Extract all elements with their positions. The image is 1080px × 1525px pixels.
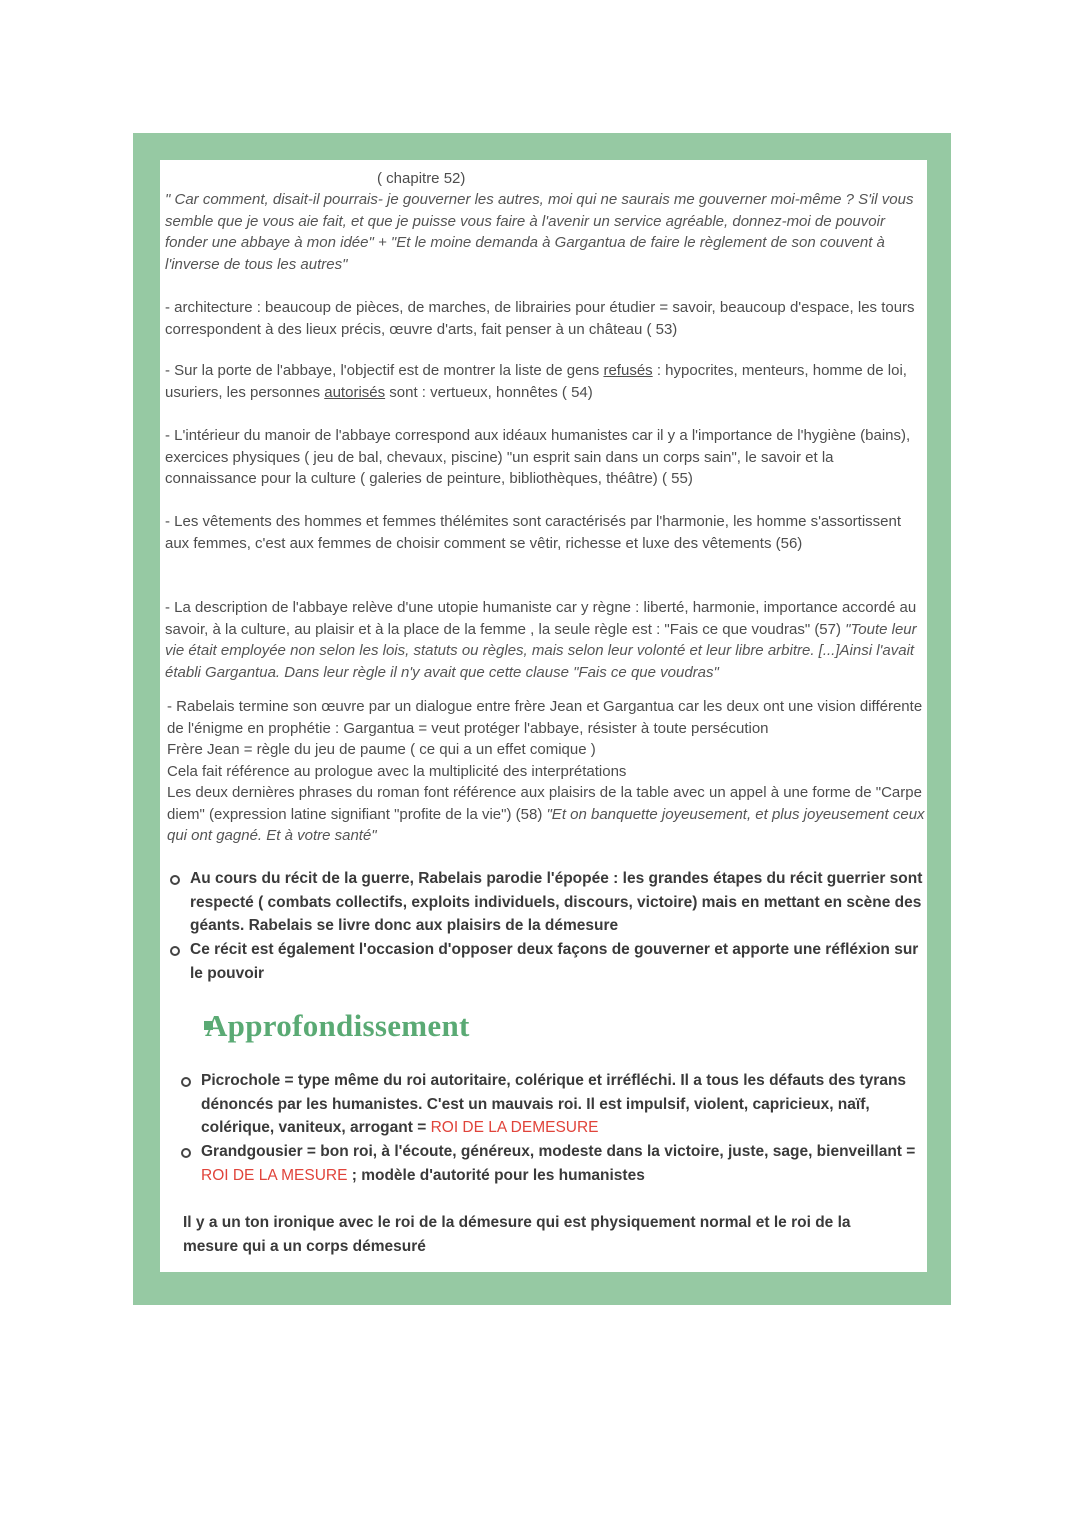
bullet-circle-icon [181,1148,191,1158]
porte-text-c: sont : vertueux, honnêtes ( 54) [385,383,593,401]
interieur-paragraph: - L'intérieur du manoir de l'abbaye correspond aux idéaux humanistes car il y a l'importance de l'hygiène (bains), exercices physiques ( jeu de bal, chevaux, piscine) "un esprit sain dans un corps sain", le savoir et la connaissance pour la culture ( galeries de peinture, bibliothèques, théâtre) ( 55) [165,427,911,487]
grandgousier-after: ; modèle d'autorité pour les humanistes [347,1166,645,1184]
quote-paragraph: " Car comment, disait-il pourrais- je gouverner les autres, moi qui ne saurais me gouverner moi-même ? S'il vous semble que je vous aie fait, et que je puisse vous faire à l'avenir un service agréable, donnez-moi de pouvoir fonder une abbaye à mon idée" + "Et le moine demanda à Gargantua de faire le règlement de son couvent à l'inverse de tous les autres" [165,191,914,273]
utopie-paragraph [165,597,925,683]
bullet-text: Au cours du récit de la guerre, Rabelais parodie l'épopée : les grandes étapes du récit guerrier sont respecté ( combats collectifs, exploits individuels, discours, victoire) mais en mettant en scène des géants. Rabelais se livre donc aux plaisirs de la démesure [190,870,923,934]
rabelais-quote: "Et on banquette joyeusement, et plus joyeusement ceux qui ont gagné. Et à votre santé" [167,805,925,844]
bullet-circle-icon [170,946,180,956]
rabelais-paragraph [167,696,927,847]
porte-paragraph [165,360,925,403]
picrochole-text: Picrochole = type même du roi autoritaire, colérique et irréfléchi. Il a tous les défauts des tyrans dénoncés par les humanistes. C'est un mauvais roi. Il est impulsif, violent, capricieux, naïf, colérique, vaniteux, arrogant = [201,1072,907,1136]
utopie-text: - La description de l'abbaye relève d'une utopie humaniste car y règne : liberté, harmonie, importance accordé au savoir, à la culture, au plaisir et à la place de la femme , la seule règle est : "Fais ce que voudras" (57) [165,599,917,638]
rabelais-line-4 [167,782,927,847]
refuses-word: refusés [603,362,653,379]
bullet-circle-icon [181,1077,191,1087]
rabelais-line-4-text: Les deux dernières phrases du roman font référence aux plaisirs de la table avec un appel à une forme de "Carpe diem" (expression latine signifiant "profite de la vie") (58) [167,784,922,823]
utopie-quote: "Toute leur vie était employée non selon les lois, statuts ou règles, mais selon leur volonté et leur libre arbitre. [...]Ainsi l'avait établi Gargantua. Dans leur règle il n'y avait que cette clause "Fais ce que voudras" [165,620,917,681]
demesure-tag: ROI DE LA DEMESURE [430,1119,599,1136]
bullet-grandgousier [177,1140,922,1187]
bullet-gouverner [166,938,931,985]
grandgousier-text: Grandgousier = bon roi, à l'écoute, généreux, modeste dans la victoire, juste, sage, bienveillant = [201,1143,916,1160]
rabelais-line-3: Cela fait référence au prologue avec la multiplicité des interprétations [167,762,627,780]
bullet-circle-icon [170,875,180,885]
rabelais-line-1: - Rabelais termine son œuvre par un dialogue entre frère Jean et Gargantua car les deux ont une vision différente de l'énigme en prophétie : Gargantua = veut protéger l'abbaye, résister à toute persécution [167,698,923,737]
bullet-recit-guerre [166,867,931,938]
bullet-picrochole [177,1069,922,1140]
conclusion-paragraph: Il y a un ton ironique avec le roi de la démesure qui est physiquement normal et le roi de la mesure qui a un corps démesuré [183,1214,851,1255]
chapter-label: ( chapitre 52) [377,170,466,187]
autorises-word: autorisés [324,383,386,401]
porte-text-b: : hypocrites, menteurs, homme de loi, usuriers, les personnes [165,362,907,401]
mesure-tag: ROI DE LA MESURE [201,1166,348,1184]
porte-text-a: - Sur la porte de l'abbaye, l'objectif est de montrer la liste de gens [165,362,604,379]
section-heading: Approfondissement [205,1008,470,1043]
document-page [160,160,927,1272]
vetements-paragraph: - Les vêtements des hommes et femmes thélémites sont caractérisés par l'harmonie, les homme s'assortissent aux femmes, c'est aux femmes de choisir comment se vêtir, richesse et luxe des vêtements (56) [165,513,902,552]
bullet-text: Ce récit est également l'occasion d'opposer deux façons de gouverner et apporte une réfléxion sur le pouvoir [190,941,919,982]
rabelais-line-2: Frère Jean = règle du jeu de paume ( ce qui a un effet comique ) [167,741,596,758]
architecture-paragraph: - architecture : beaucoup de pièces, de marches, de librairies pour étudier = savoir, beaucoup d'espace, les tours correspondent à des lieux précis, œuvre d'arts, fait penser à un château ( 53) [165,299,915,338]
